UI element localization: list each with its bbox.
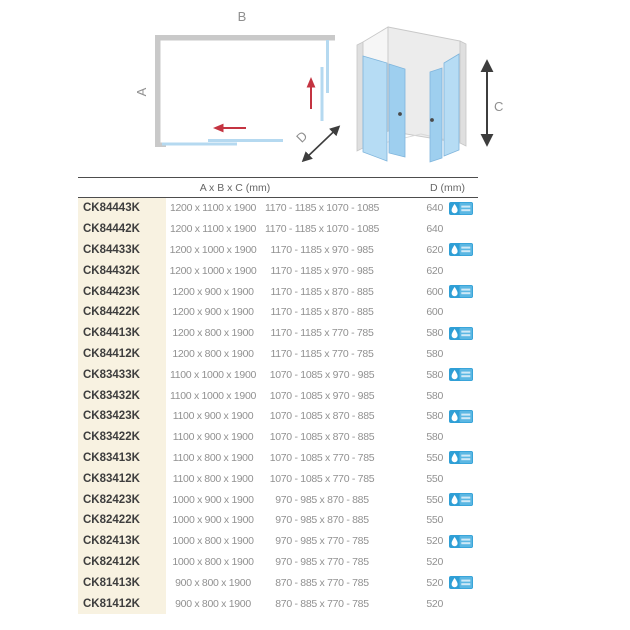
nominal-dimensions: 1000 x 800 x 1900 xyxy=(172,535,254,548)
badge-cell xyxy=(443,202,478,215)
entry-width-d: 550 xyxy=(426,472,443,485)
nominal-dimensions: 1200 x 1000 x 1900 xyxy=(169,264,257,277)
badge-cell xyxy=(443,431,478,444)
table-row xyxy=(78,219,478,240)
header-abc-dimensions: A x B x C (mm) xyxy=(199,181,271,194)
wall-top xyxy=(155,35,335,41)
nominal-dimensions: 1100 x 900 x 1900 xyxy=(172,410,254,423)
model-code: CK83433K xyxy=(78,364,166,385)
model-code: CK83422K xyxy=(78,427,166,448)
adjustment-range: 1070 - 1085 x 870 - 885 xyxy=(269,431,375,444)
nominal-dimensions: 1000 x 800 x 1900 xyxy=(172,555,254,568)
iso-wall-edge-left xyxy=(357,42,363,151)
adjustment-range: 1070 - 1085 x 870 - 885 xyxy=(269,410,375,423)
model-code: CK82412K xyxy=(78,552,166,573)
model-code: CK84442K xyxy=(78,219,166,240)
model-code: CK84433K xyxy=(78,240,166,261)
model-code: CK82413K xyxy=(78,531,166,552)
badge-cell xyxy=(443,327,478,340)
entry-width-d: 520 xyxy=(426,597,443,610)
table-row xyxy=(78,260,478,281)
adjustment-range: 970 - 985 x 870 - 885 xyxy=(275,493,369,506)
adjustment-range: 1070 - 1085 x 770 - 785 xyxy=(269,451,375,464)
table-row xyxy=(78,489,478,510)
anti-limescale-droplet-icon xyxy=(449,493,473,506)
anti-limescale-droplet-icon xyxy=(449,327,473,340)
nominal-dimensions: 1200 x 1100 x 1900 xyxy=(169,223,257,236)
nominal-dimensions: 1200 x 900 x 1900 xyxy=(172,285,254,298)
model-code: CK84423K xyxy=(78,281,166,302)
entry-width-d: 550 xyxy=(426,451,443,464)
dimension-label-d: D xyxy=(293,128,311,146)
top-view-diagram xyxy=(134,9,338,160)
nominal-dimensions: 1200 x 1000 x 1900 xyxy=(169,243,257,256)
nominal-dimensions: 1100 x 800 x 1900 xyxy=(172,472,254,485)
slide-direction-up-arrow-icon xyxy=(307,77,316,109)
iso-glass-fixed-left xyxy=(363,56,387,161)
entry-width-d: 620 xyxy=(426,243,443,256)
adjustment-range: 1170 - 1185 x 870 - 885 xyxy=(270,306,374,319)
badge-cell xyxy=(443,451,478,464)
nominal-dimensions: 1100 x 900 x 1900 xyxy=(172,431,254,444)
table-row xyxy=(78,302,478,323)
dimension-diagrams xyxy=(0,0,630,177)
badge-cell xyxy=(443,555,478,568)
nominal-dimensions: 1200 x 800 x 1900 xyxy=(172,347,254,360)
entry-width-d: 550 xyxy=(426,514,443,527)
table-row xyxy=(78,552,478,573)
wall-left xyxy=(155,35,161,147)
entry-width-d: 600 xyxy=(426,285,443,298)
model-code: CK82422K xyxy=(78,510,166,531)
table-row xyxy=(78,427,478,448)
spec-table xyxy=(78,177,478,614)
badge-cell xyxy=(443,389,478,402)
model-code: CK84443K xyxy=(78,198,166,219)
diagonal-dimension-arrow xyxy=(304,128,338,161)
adjustment-range: 970 - 985 x 770 - 785 xyxy=(275,535,369,548)
badge-cell xyxy=(443,223,478,236)
entry-width-d: 580 xyxy=(426,368,443,381)
badge-cell xyxy=(443,264,478,277)
entry-width-d: 580 xyxy=(426,431,443,444)
anti-limescale-droplet-icon xyxy=(449,285,473,298)
badge-cell xyxy=(443,410,478,423)
adjustment-range: 1170 - 1185 x 870 - 885 xyxy=(270,285,374,298)
anti-limescale-droplet-icon xyxy=(449,410,473,423)
nominal-dimensions: 1200 x 800 x 1900 xyxy=(172,327,254,340)
anti-limescale-droplet-icon xyxy=(449,202,473,215)
table-row xyxy=(78,240,478,261)
entry-width-d: 600 xyxy=(426,306,443,319)
entry-width-d: 520 xyxy=(426,576,443,589)
nominal-dimensions: 1100 x 800 x 1900 xyxy=(172,451,254,464)
adjustment-range: 1170 - 1185 x 970 - 985 xyxy=(270,264,374,277)
model-code: CK84432K xyxy=(78,260,166,281)
dimension-label-a: A xyxy=(134,87,149,97)
table-row xyxy=(78,281,478,302)
nominal-dimensions: 1000 x 900 x 1900 xyxy=(172,514,254,527)
adjustment-range: 1170 - 1185 x 1070 - 1085 xyxy=(264,202,380,215)
model-code: CK81412K xyxy=(78,593,166,614)
nominal-dimensions: 1100 x 1000 x 1900 xyxy=(169,389,257,402)
model-code: CK84412K xyxy=(78,344,166,365)
entry-width-d: 640 xyxy=(426,202,443,215)
badge-cell xyxy=(443,285,478,298)
entry-width-d: 580 xyxy=(426,327,443,340)
badge-cell xyxy=(443,472,478,485)
model-code: CK82423K xyxy=(78,489,166,510)
table-header xyxy=(78,177,478,198)
table-row xyxy=(78,406,478,427)
slide-direction-left-arrow-icon xyxy=(213,124,246,133)
adjustment-range: 1070 - 1085 x 770 - 785 xyxy=(269,472,375,485)
dimension-label-b: B xyxy=(237,9,247,24)
entry-width-d: 640 xyxy=(426,223,443,236)
adjustment-range: 1170 - 1185 x 1070 - 1085 xyxy=(264,223,380,236)
adjustment-range: 870 - 885 x 770 - 785 xyxy=(275,597,369,610)
table-row xyxy=(78,468,478,489)
model-code: CK84413K xyxy=(78,323,166,344)
entry-width-d: 580 xyxy=(426,410,443,423)
badge-cell xyxy=(443,514,478,527)
adjustment-range: 1170 - 1185 x 770 - 785 xyxy=(270,327,374,340)
badge-cell xyxy=(443,597,478,610)
entry-width-d: 620 xyxy=(426,264,443,277)
isometric-enclosure-diagram xyxy=(357,27,503,162)
model-code: CK84422K xyxy=(78,302,166,323)
model-code: CK83423K xyxy=(78,406,166,427)
entry-width-d: 580 xyxy=(426,347,443,360)
adjustment-range: 870 - 885 x 770 - 785 xyxy=(275,576,369,589)
anti-limescale-droplet-icon xyxy=(449,451,473,464)
iso-glass-door-right xyxy=(430,68,442,162)
table-row xyxy=(78,510,478,531)
model-code: CK81413K xyxy=(78,572,166,593)
model-code: CK83432K xyxy=(78,385,166,406)
iso-wall-edge-right xyxy=(460,41,466,146)
adjustment-range: 970 - 985 x 870 - 885 xyxy=(275,514,369,527)
iso-glass-door-left xyxy=(389,64,405,157)
table-row xyxy=(78,531,478,552)
badge-cell xyxy=(443,368,478,381)
nominal-dimensions: 1200 x 900 x 1900 xyxy=(172,306,254,319)
adjustment-range: 970 - 985 x 770 - 785 xyxy=(275,555,369,568)
anti-limescale-droplet-icon xyxy=(449,535,473,548)
nominal-dimensions: 1000 x 900 x 1900 xyxy=(172,493,254,506)
entry-width-d: 550 xyxy=(426,493,443,506)
adjustment-range: 1070 - 1085 x 970 - 985 xyxy=(269,368,375,381)
entry-width-d: 520 xyxy=(426,535,443,548)
anti-limescale-droplet-icon xyxy=(449,576,473,589)
table-row xyxy=(78,344,478,365)
table-row xyxy=(78,572,478,593)
table-body xyxy=(78,198,478,614)
badge-cell xyxy=(443,535,478,548)
badge-cell xyxy=(443,493,478,506)
entry-width-d: 580 xyxy=(426,389,443,402)
header-d-dimension: D (mm) xyxy=(430,181,465,194)
model-code: CK83413K xyxy=(78,448,166,469)
badge-cell xyxy=(443,243,478,256)
door-handle-right-icon xyxy=(430,118,434,122)
table-row xyxy=(78,448,478,469)
anti-limescale-droplet-icon xyxy=(449,368,473,381)
badge-cell xyxy=(443,347,478,360)
table-row xyxy=(78,385,478,406)
table-row xyxy=(78,593,478,614)
badge-cell xyxy=(443,576,478,589)
dimension-label-c: C xyxy=(494,99,504,114)
table-row xyxy=(78,364,478,385)
adjustment-range: 1170 - 1185 x 770 - 785 xyxy=(270,347,374,360)
model-code: CK83412K xyxy=(78,468,166,489)
adjustment-range: 1070 - 1085 x 970 - 985 xyxy=(269,389,375,402)
adjustment-range: 1170 - 1185 x 970 - 985 xyxy=(270,243,374,256)
badge-cell xyxy=(443,306,478,319)
entry-width-d: 520 xyxy=(426,555,443,568)
nominal-dimensions: 1100 x 1000 x 1900 xyxy=(169,368,257,381)
iso-glass-fixed-right xyxy=(444,54,459,156)
nominal-dimensions: 1200 x 1100 x 1900 xyxy=(169,202,257,215)
anti-limescale-droplet-icon xyxy=(449,243,473,256)
table-row xyxy=(78,323,478,344)
nominal-dimensions: 900 x 800 x 1900 xyxy=(175,576,251,589)
nominal-dimensions: 900 x 800 x 1900 xyxy=(175,597,251,610)
table-row xyxy=(78,198,478,219)
door-handle-left-icon xyxy=(398,112,402,116)
